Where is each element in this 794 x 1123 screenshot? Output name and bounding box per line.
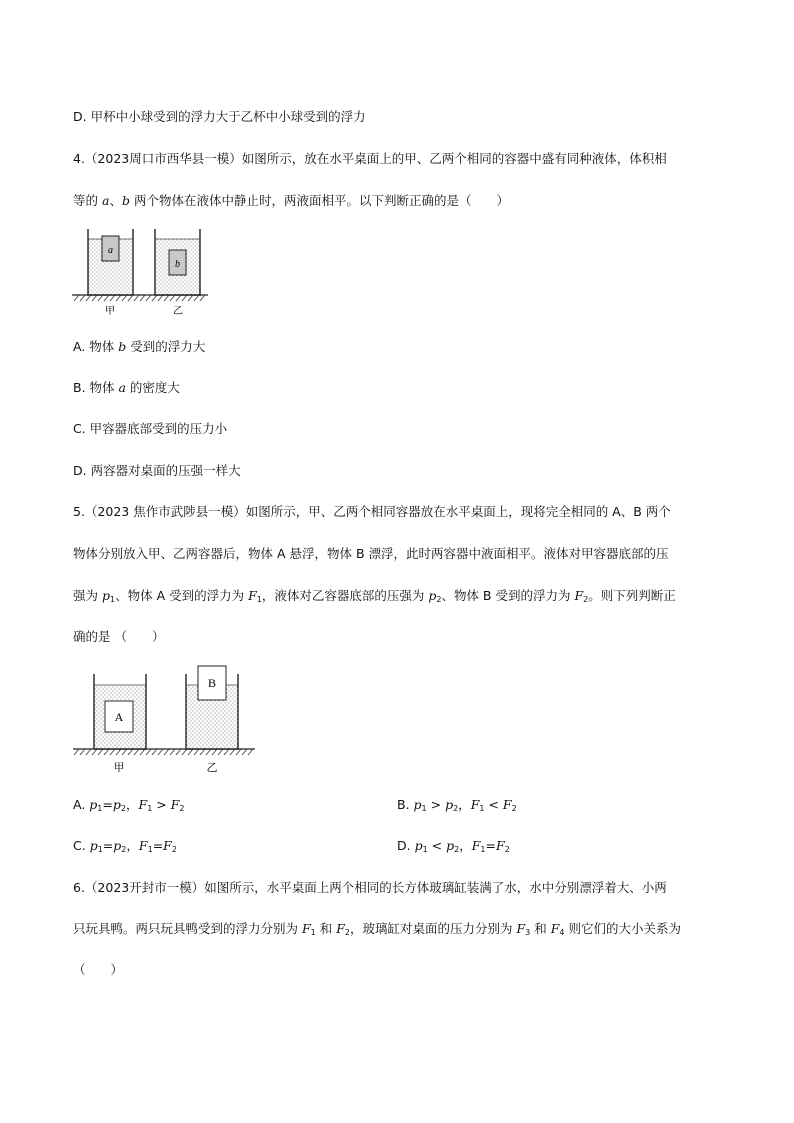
q5-option-c: C. $p_1=p_2$，$F_1=F_2$ [73,838,177,854]
q4-figure [70,225,215,320]
q5-object-B-label: B [207,676,217,690]
q5-figure [70,660,260,780]
q6-stem-line-1: 6.（2023开封市一模）如图所示，水平桌面上两个相同的长方体玻璃缸装满了水，水中分别漂浮着大、小两 [73,880,667,895]
q5-label-yi: 乙 [206,761,218,774]
q4-label-yi: 乙 [173,306,183,317]
q5-object-A-label: A [114,710,124,724]
q4-option-a: A. 物体 b 受到的浮力大 [73,339,206,354]
q5-option-a: A. $p_1=p_2$，$F_1 > F_2$ [73,797,185,813]
q4-stem-line-1: 4.（2023周口市西华县一模）如图所示，放在水平桌面上的甲、乙两个相同的容器中盛有同种液体，体积相 [73,151,667,166]
q6-stem-line-3: （ ） [73,962,124,977]
q6-stem-line-2: 只玩具鸭。两只玩具鸭受到的浮力分别为 $F_1$ 和 $F_2$，玻璃缸对桌面的压力分别为 $F_3$ 和 $F_4$ 则它们的大小关系为 [73,921,681,937]
q4-object-b-label: b [175,259,180,270]
q5-option-b: B. $p_1 > p_2$，$F_1 < F_2$ [397,797,517,813]
q4-option-b: B. 物体 a 的密度大 [73,380,180,395]
q4-stem-line-2: 等的 a、b 两个物体在液体中静止时，两液面相平。以下判断正确的是（ ） [73,193,509,208]
q5-stem-line-3: 强为 $p_1$、物体 A 受到的浮力为 $F_1$，液体对乙容器底部的压强为 $p_2$、物体 B 受到的浮力为 $F_2$。则下列判断正 [73,588,676,604]
q5-stem-line-4: 确的是 （ ） [73,629,165,644]
q5-stem-line-2: 物体分别放入甲、乙两容器后，物体 A 悬浮，物体 B 漂浮，此时两容器中液面相平。液体对甲容器底部的压 [73,546,669,561]
q4-option-c: C. 甲容器底部受到的压力小 [73,421,228,436]
q4-label-jia: 甲 [105,306,115,317]
q5-ground-hatching [74,749,253,755]
q5-stem-line-1: 5.（2023 焦作市武陟县一模）如图所示，甲、乙两个相同容器放在水平桌面上，现将完全相同的 A、B 两个 [73,504,671,519]
q5-option-d: D. $p_1 < p_2$，$F_1=F_2$ [397,838,510,854]
q4-option-d: D. 两容器对桌面的压强一样大 [73,463,241,478]
q5-label-jia: 甲 [113,761,125,774]
q4-object-a-label: a [108,245,113,256]
q3-option-d: D. 甲杯中小球受到的浮力大于乙杯中小球受到的浮力 [73,109,366,124]
q4-ground-hatching [74,295,205,301]
